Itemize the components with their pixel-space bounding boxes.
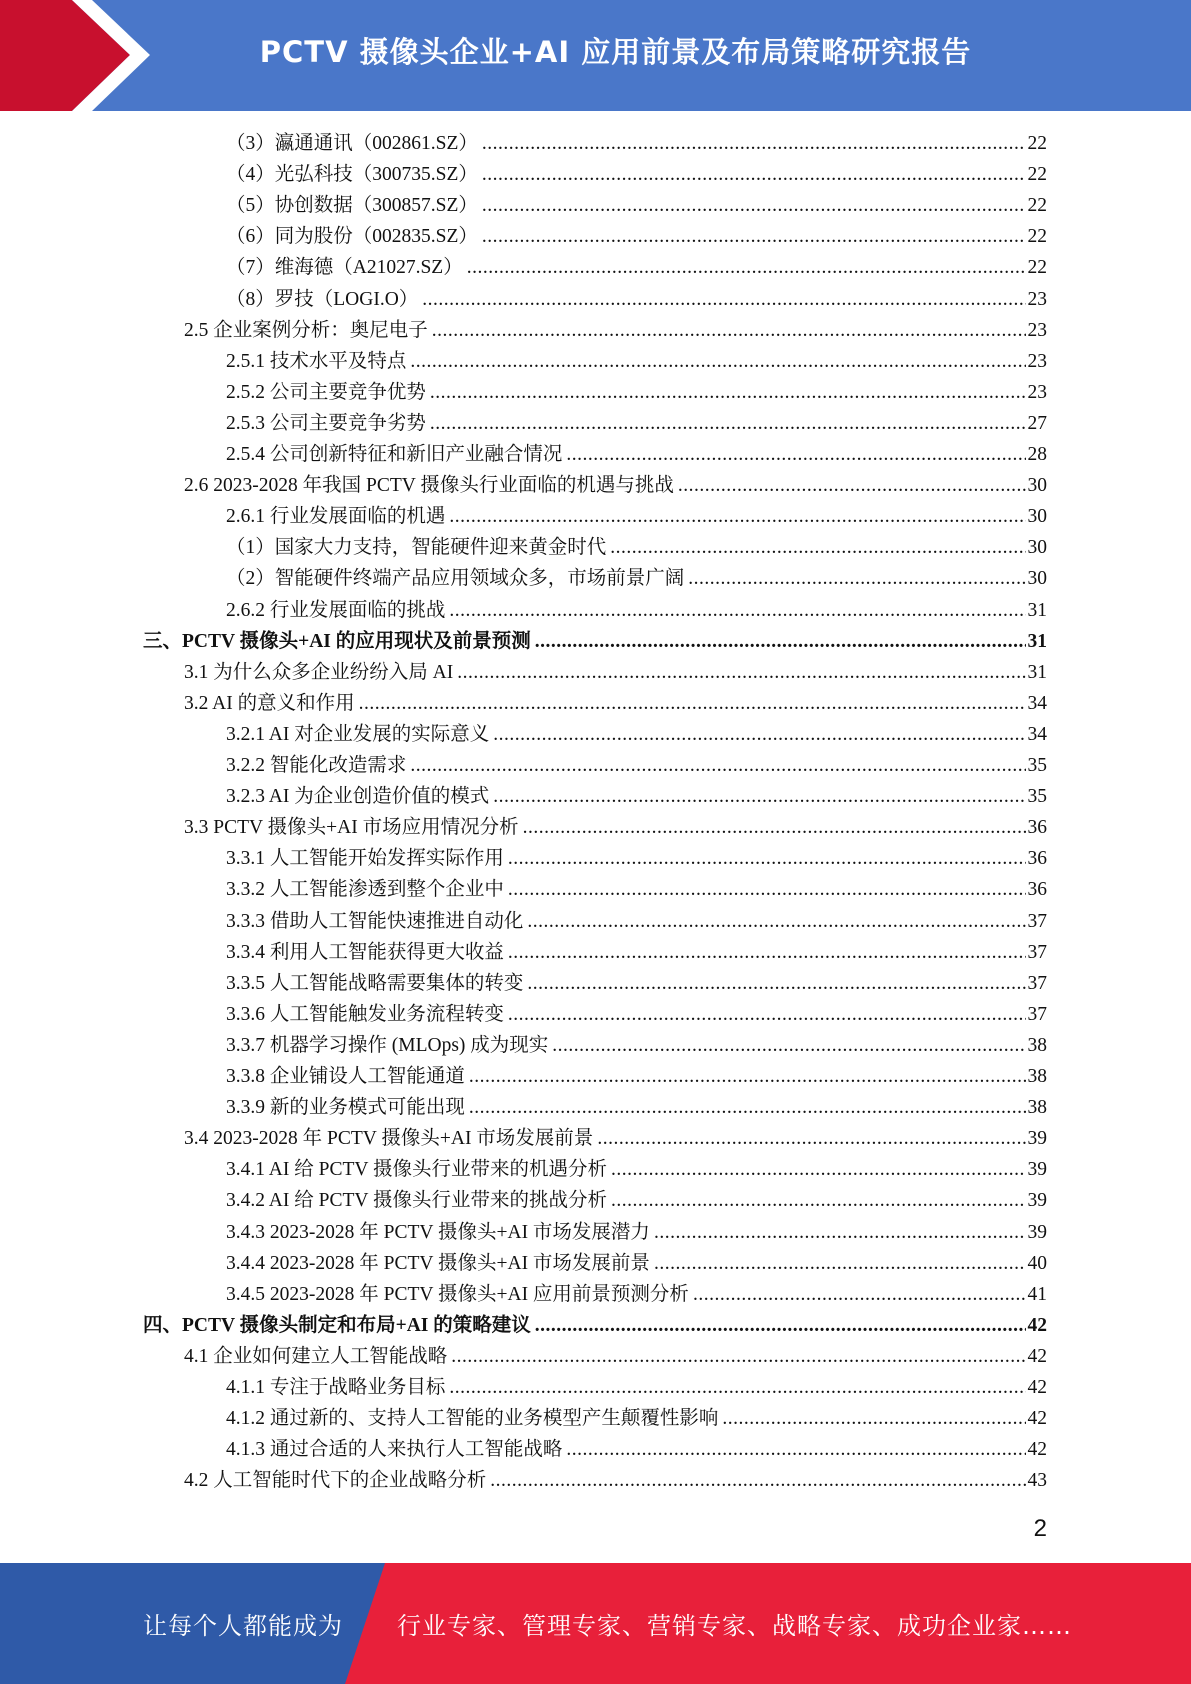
toc-entry-page: 38 xyxy=(1027,1034,1047,1056)
toc-entry-label: 3.1 为什么众多企业纷纷入局 AI xyxy=(184,661,454,683)
toc-entry-label: 3.4.2 AI 给 PCTV 摄像头行业带来的挑战分析 xyxy=(226,1190,607,1212)
toc-entry-page: 36 xyxy=(1027,848,1047,870)
toc-leader-dots xyxy=(359,688,1026,719)
toc-entry[interactable] xyxy=(226,999,1047,1030)
toc-entry-page: 42 xyxy=(1027,1314,1047,1336)
toc-leader-dots xyxy=(482,128,1026,159)
toc-leader-dots xyxy=(654,1248,1026,1279)
toc-leader-dots xyxy=(430,377,1026,408)
toc-entry[interactable] xyxy=(226,501,1047,532)
toc-entry-page: 30 xyxy=(1027,537,1047,559)
toc-entry-label: （4）光弘科技（300735.SZ） xyxy=(226,164,478,186)
toc-entry[interactable] xyxy=(226,408,1047,439)
toc-entry[interactable] xyxy=(226,874,1047,905)
toc-entry[interactable] xyxy=(226,937,1047,968)
toc-entry-label: 3.4.5 2023-2028 年 PCTV 摄像头+AI 应用前景预测分析 xyxy=(226,1283,689,1305)
footer-slogan-left: 让每个人都能成为 xyxy=(143,1612,343,1640)
toc-entry[interactable] xyxy=(226,563,1047,594)
toc-entry-label: （5）协创数据（300857.SZ） xyxy=(226,195,478,217)
toc-leader-dots xyxy=(566,439,1025,470)
toc-entry-label: 3.2.3 AI 为企业创造价值的模式 xyxy=(226,786,490,808)
toc-entry-page: 35 xyxy=(1027,786,1047,808)
toc-entry-page: 43 xyxy=(1027,1470,1047,1492)
page-header xyxy=(0,0,1191,111)
toc-leader-dots xyxy=(482,221,1026,252)
toc-entry[interactable] xyxy=(184,688,1047,719)
toc-entry-label: 3.3 PCTV 摄像头+AI 市场应用情况分析 xyxy=(184,817,519,839)
toc-leader-dots xyxy=(469,1061,1026,1092)
toc-entry-page: 42 xyxy=(1027,1345,1047,1367)
toc-entry-label: 2.5 企业案例分析：奥尼电子 xyxy=(184,319,428,341)
toc-entry-label: 4.1.1 专注于战略业务目标 xyxy=(226,1377,446,1398)
toc-leader-dots xyxy=(508,999,1026,1030)
toc-entry-label: 4.1.2 通过新的、支持人工智能的业务模型产生颠覆性影响 xyxy=(226,1408,719,1430)
toc-entry-label: 3.3.3 借助人工智能快速推进自动化 xyxy=(226,910,524,932)
toc-leader-dots xyxy=(449,501,1025,532)
toc-entry[interactable] xyxy=(226,1434,1047,1465)
toc-entry-label: 3.2.2 智能化改造需求 xyxy=(226,755,407,776)
toc-entry-label: 四、PCTV 摄像头制定和布局+AI 的策略建议 xyxy=(143,1314,531,1336)
toc-entry-page: 41 xyxy=(1027,1283,1047,1305)
toc-entry-page: 22 xyxy=(1027,133,1047,154)
toc-entry-label: 2.6 2023-2028 年我国 PCTV 摄像头行业面临的机遇与挑战 xyxy=(184,475,674,497)
toc-leader-dots xyxy=(410,750,1025,781)
toc-entry-page: 22 xyxy=(1027,257,1047,279)
toc-leader-dots xyxy=(490,1465,1025,1496)
toc-entry-label: 3.4.3 2023-2028 年 PCTV 摄像头+AI 市场发展潜力 xyxy=(226,1221,650,1243)
toc-leader-dots xyxy=(678,470,1026,501)
toc-leader-dots xyxy=(688,563,1025,594)
toc-entry-page: 31 xyxy=(1027,630,1047,652)
toc-entry-page: 36 xyxy=(1027,879,1047,901)
toc-entry-label: （8）罗技（LOGI.O） xyxy=(226,288,419,310)
toc-entry-label: 3.3.7 机器学习操作 (MLOps) 成为现实 xyxy=(226,1034,549,1056)
toc-leader-dots xyxy=(527,968,1025,999)
toc-entry-page: 31 xyxy=(1027,599,1047,621)
toc-entry-page: 34 xyxy=(1027,692,1047,714)
toc-entry-label: （6）同为股份（002835.SZ） xyxy=(226,226,478,248)
toc-leader-dots xyxy=(523,812,1026,843)
toc-entry[interactable] xyxy=(226,1061,1047,1092)
toc-entry-label: 3.2.1 AI 对企业发展的实际意义 xyxy=(226,723,490,745)
toc-entry-page: 42 xyxy=(1027,1377,1047,1398)
toc-entry-page: 37 xyxy=(1027,910,1047,932)
page-footer xyxy=(0,1563,1191,1684)
toc-entry-page: 22 xyxy=(1027,195,1047,217)
toc-entry-page: 39 xyxy=(1027,1159,1047,1181)
toc-entry-label: （1）国家大力支持，智能硬件迎来黄金时代 xyxy=(226,537,607,559)
toc-entry[interactable] xyxy=(226,128,1047,159)
toc-entry[interactable] xyxy=(184,1465,1047,1496)
toc-leader-dots xyxy=(611,1154,1026,1185)
toc-entry-label: 3.4 2023-2028 年 PCTV 摄像头+AI 市场发展前景 xyxy=(184,1128,594,1150)
toc-entry-page: 39 xyxy=(1027,1190,1047,1212)
toc-entry-page: 39 xyxy=(1027,1221,1047,1243)
toc-entry-label: 2.6.2 行业发展面临的挑战 xyxy=(226,599,446,621)
toc-entry-page: 22 xyxy=(1027,226,1047,248)
toc-leader-dots xyxy=(430,408,1026,439)
toc-leader-dots xyxy=(566,1434,1025,1465)
toc-leader-dots xyxy=(693,1279,1026,1310)
toc-entry[interactable] xyxy=(226,439,1047,470)
toc-entry[interactable] xyxy=(184,315,1047,346)
toc-entry-label: 2.6.1 行业发展面临的机遇 xyxy=(226,506,446,528)
toc-entry[interactable] xyxy=(226,252,1047,283)
toc-entry-page: 38 xyxy=(1027,1066,1047,1087)
toc-leader-dots xyxy=(508,937,1026,968)
toc-leader-dots xyxy=(654,1217,1026,1248)
toc-leader-dots xyxy=(493,781,1025,812)
toc-entry[interactable] xyxy=(226,1092,1047,1123)
toc-entry-label: 3.4.4 2023-2028 年 PCTV 摄像头+AI 市场发展前景 xyxy=(226,1252,650,1274)
toc-entry-label: 4.1.3 通过合适的人来执行人工智能战略 xyxy=(226,1439,563,1461)
toc-entry-label: 2.5.4 公司创新特征和新旧产业融合情况 xyxy=(226,444,563,465)
toc-leader-dots xyxy=(451,1341,1025,1372)
toc-entry-page: 42 xyxy=(1027,1408,1047,1430)
footer-slogan-right: 行业专家、管理专家、营销专家、战略专家、成功企业家…… xyxy=(397,1612,1072,1640)
toc-entry[interactable] xyxy=(226,843,1047,874)
toc-leader-dots xyxy=(527,906,1025,937)
toc-entry-page: 37 xyxy=(1027,941,1047,963)
toc-leader-dots xyxy=(508,874,1026,905)
toc-entry[interactable] xyxy=(226,1030,1047,1061)
toc-entry[interactable] xyxy=(226,346,1047,377)
toc-entry-page: 23 xyxy=(1027,288,1047,310)
toc-entry-page: 23 xyxy=(1027,319,1047,341)
toc-leader-dots xyxy=(469,1092,1026,1123)
toc-entry[interactable] xyxy=(226,1372,1047,1403)
toc-entry-page: 27 xyxy=(1027,412,1047,434)
toc-entry-page: 34 xyxy=(1027,723,1047,745)
toc-entry[interactable] xyxy=(226,532,1047,563)
toc-leader-dots xyxy=(467,252,1026,283)
toc-leader-dots xyxy=(552,1030,1025,1061)
toc-entry-page: 28 xyxy=(1027,444,1047,465)
toc-entry-page: 22 xyxy=(1027,164,1047,186)
toc-entry-label: （3）瀛通通讯（002861.SZ） xyxy=(226,133,478,154)
toc-entry[interactable] xyxy=(226,190,1047,221)
toc-entry[interactable] xyxy=(184,812,1047,843)
toc-entry[interactable] xyxy=(184,657,1047,688)
toc-entry-page: 36 xyxy=(1027,817,1047,839)
toc-leader-dots xyxy=(508,843,1026,874)
toc-entry-page: 40 xyxy=(1027,1252,1047,1274)
toc-entry-page: 37 xyxy=(1027,1003,1047,1025)
toc-entry-label: 4.2 人工智能时代下的企业战略分析 xyxy=(184,1470,487,1492)
toc-entry-label: 2.5.3 公司主要竞争劣势 xyxy=(226,412,426,434)
toc-leader-dots xyxy=(482,159,1026,190)
toc-entry[interactable] xyxy=(226,1185,1047,1216)
toc-entry-label: 3.3.5 人工智能战略需要集体的转变 xyxy=(226,972,524,994)
toc-entry[interactable] xyxy=(143,1310,1047,1341)
toc-leader-dots xyxy=(457,657,1025,688)
toc-entry-page: 39 xyxy=(1027,1128,1047,1150)
toc-entry-page: 30 xyxy=(1027,568,1047,590)
toc-entry[interactable] xyxy=(226,781,1047,812)
toc-entry[interactable] xyxy=(226,1248,1047,1279)
toc-entry[interactable] xyxy=(226,377,1047,408)
toc-entry[interactable] xyxy=(184,1341,1047,1372)
toc-entry[interactable] xyxy=(184,1123,1047,1154)
toc-entry-label: 3.3.4 利用人工智能获得更大收益 xyxy=(226,941,504,963)
report-title: PCTV 摄像头企业+AI 应用前景及布局策略研究报告 xyxy=(259,34,972,69)
toc-entry[interactable] xyxy=(184,470,1047,501)
toc-entry-label: 3.3.9 新的业务模式可能出现 xyxy=(226,1097,465,1119)
toc-entry[interactable] xyxy=(226,284,1047,315)
toc-entry[interactable] xyxy=(226,595,1047,626)
toc-entry-label: 3.3.6 人工智能触发业务流程转变 xyxy=(226,1003,504,1025)
toc-entry-page: 30 xyxy=(1027,506,1047,528)
toc-entry[interactable] xyxy=(143,626,1047,657)
toc-leader-dots xyxy=(482,190,1026,221)
toc-leader-dots xyxy=(611,1185,1026,1216)
toc-entry-page: 30 xyxy=(1027,475,1047,497)
toc-leader-dots xyxy=(722,1403,1025,1434)
toc-entry-page: 42 xyxy=(1027,1439,1047,1461)
toc-entry[interactable] xyxy=(226,221,1047,252)
toc-entry[interactable] xyxy=(226,750,1047,781)
toc-leader-dots xyxy=(410,346,1025,377)
toc-entry[interactable] xyxy=(226,159,1047,190)
toc-leader-dots xyxy=(493,719,1025,750)
toc-entry-page: 23 xyxy=(1027,350,1047,372)
toc-leader-dots xyxy=(597,1123,1025,1154)
toc-entry-label: 3.3.2 人工智能渗透到整个企业中 xyxy=(226,879,504,901)
toc-leader-dots xyxy=(535,626,1026,657)
toc-entry-label: （2）智能硬件终端产品应用领域众多，市场前景广阔 xyxy=(226,568,685,590)
toc-entry-label: 3.2 AI 的意义和作用 xyxy=(184,692,355,714)
toc-leader-dots xyxy=(432,315,1026,346)
toc-leader-dots xyxy=(610,532,1025,563)
toc-entry-page: 23 xyxy=(1027,381,1047,403)
toc-entry-page: 31 xyxy=(1027,661,1047,683)
toc-entry[interactable] xyxy=(226,906,1047,937)
toc-entry-page: 35 xyxy=(1027,755,1047,776)
toc-entry[interactable] xyxy=(226,1403,1047,1434)
toc-leader-dots xyxy=(449,1372,1025,1403)
toc-entry-label: 3.3.1 人工智能开始发挥实际作用 xyxy=(226,848,504,870)
toc-entry-label: 3.4.1 AI 给 PCTV 摄像头行业带来的机遇分析 xyxy=(226,1159,607,1181)
toc-entry-label: 2.5.2 公司主要竞争优势 xyxy=(226,381,426,403)
toc-leader-dots xyxy=(422,284,1025,315)
toc-entry[interactable] xyxy=(226,1154,1047,1185)
toc-leader-dots xyxy=(535,1310,1026,1341)
toc-entry-label: （7）维海德（A21027.SZ） xyxy=(226,257,463,279)
toc-entry-page: 38 xyxy=(1027,1097,1047,1119)
toc-entry[interactable] xyxy=(226,1279,1047,1310)
toc-leader-dots xyxy=(449,595,1025,626)
toc-entry-label: 3.3.8 企业铺设人工智能通道 xyxy=(226,1066,465,1087)
toc-entry[interactable] xyxy=(226,1217,1047,1248)
toc-entry[interactable] xyxy=(226,968,1047,999)
toc-entry[interactable] xyxy=(226,719,1047,750)
toc-entry-label: 2.5.1 技术水平及特点 xyxy=(226,350,407,372)
page-number: 2 xyxy=(1033,1515,1047,1542)
toc-entry-label: 4.1 企业如何建立人工智能战略 xyxy=(184,1345,448,1367)
toc-entry-page: 37 xyxy=(1027,972,1047,994)
toc-entry-label: 三、PCTV 摄像头+AI 的应用现状及前景预测 xyxy=(143,630,531,652)
